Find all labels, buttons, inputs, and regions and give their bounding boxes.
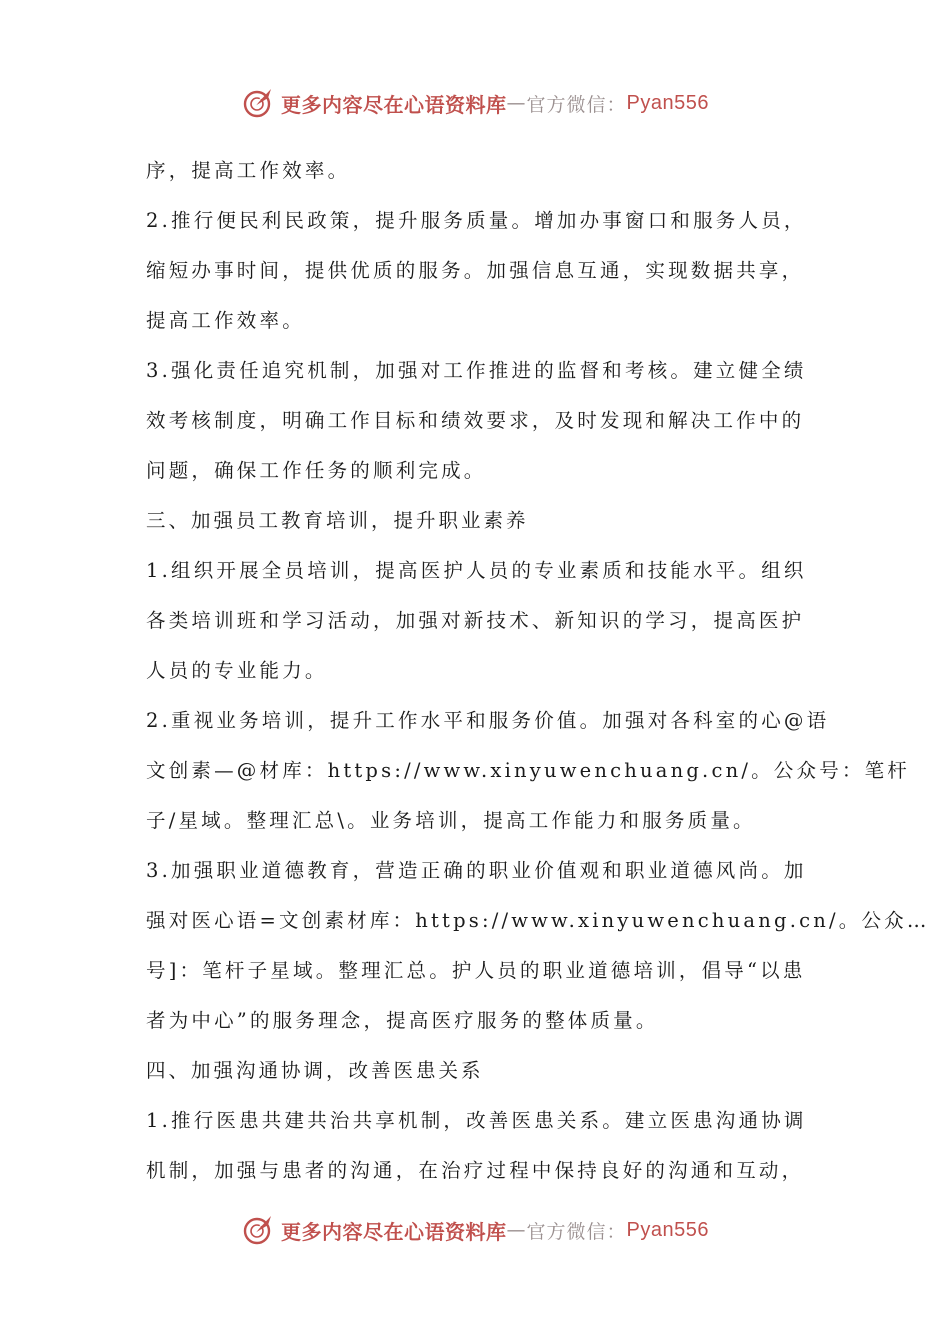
paragraph-line: 1.组织开展全员培训，提高医护人员的专业素质和技能水平。组织 bbox=[146, 559, 807, 582]
paragraph-line: 1.推行医患共建共治共享机制，改善医患关系。建立医患沟通协调 bbox=[146, 1109, 807, 1132]
quill-pen-logo-icon bbox=[241, 86, 275, 120]
brand-text: 更多内容尽在心语资料库 bbox=[281, 92, 507, 117]
wechat-label: 官方微信： bbox=[526, 1220, 627, 1243]
paragraph-line: 提高工作效率。 bbox=[146, 309, 305, 332]
paragraph-line: 2.重视业务培训，提升工作水平和服务价值。加强对各科室的心@语 bbox=[146, 709, 830, 732]
banner-dash: — bbox=[506, 92, 527, 114]
paragraph-line: 者为中心”的服务理念，提高医疗服务的整体质量。 bbox=[146, 1009, 659, 1032]
wechat-label: 官方微信： bbox=[526, 93, 627, 116]
paragraph-line: 各类培训班和学习活动，加强对新技术、新知识的学习，提高医护 bbox=[146, 609, 805, 632]
paragraph-line: 3.强化责任追究机制，加强对工作推进的监督和考核。建立健全绩 bbox=[146, 359, 807, 382]
paragraph-line: 2.推行便民利民政策，提升服务质量。增加办事窗口和服务人员， bbox=[146, 209, 807, 232]
paragraph-line: 3.加强职业道德教育，营造正确的职业价值观和职业道德风尚。加 bbox=[146, 859, 807, 882]
wechat-id: Pyan556 bbox=[626, 1218, 709, 1241]
section-heading: 三、加强员工教育培训，提升职业素养 bbox=[146, 509, 529, 532]
footer-banner bbox=[0, 1208, 950, 1252]
paragraph-line: 强对医心语=文创素材库：https://www.xinyuwenchuang.cn/。公众… bbox=[146, 909, 930, 932]
section-heading: 四、加强沟通协调，改善医患关系 bbox=[146, 1059, 484, 1082]
brand-text: 更多内容尽在心语资料库 bbox=[281, 1219, 507, 1244]
paragraph-line: 效考核制度，明确工作目标和绩效要求，及时发现和解决工作中的 bbox=[146, 409, 805, 432]
paragraph-line: 文创素—@材库：https://www.xinyuwenchuang.cn/。公众号：笔杆 bbox=[146, 759, 911, 782]
paragraph-line: 缩短办事时间，提供优质的服务。加强信息互通，实现数据共享， bbox=[146, 259, 805, 282]
document-body bbox=[146, 146, 930, 1196]
paragraph-line: 号]：笔杆子星域。整理汇总。护人员的职业道德培训，倡导“以患 bbox=[146, 959, 806, 982]
paragraph-line: 序，提高工作效率。 bbox=[146, 159, 351, 182]
paragraph-line: 子/星域。整理汇总\。业务培训，提高工作能力和服务质量。 bbox=[146, 809, 756, 832]
quill-pen-logo-icon bbox=[241, 1213, 275, 1247]
paragraph-line: 机制，加强与患者的沟通，在治疗过程中保持良好的沟通和互动， bbox=[146, 1159, 805, 1182]
paragraph-line: 问题，确保工作任务的顺利完成。 bbox=[146, 459, 487, 482]
paragraph-line: 人员的专业能力。 bbox=[146, 659, 328, 682]
wechat-id: Pyan556 bbox=[626, 91, 709, 114]
banner-dash: — bbox=[506, 1219, 527, 1241]
header-banner bbox=[0, 81, 950, 125]
